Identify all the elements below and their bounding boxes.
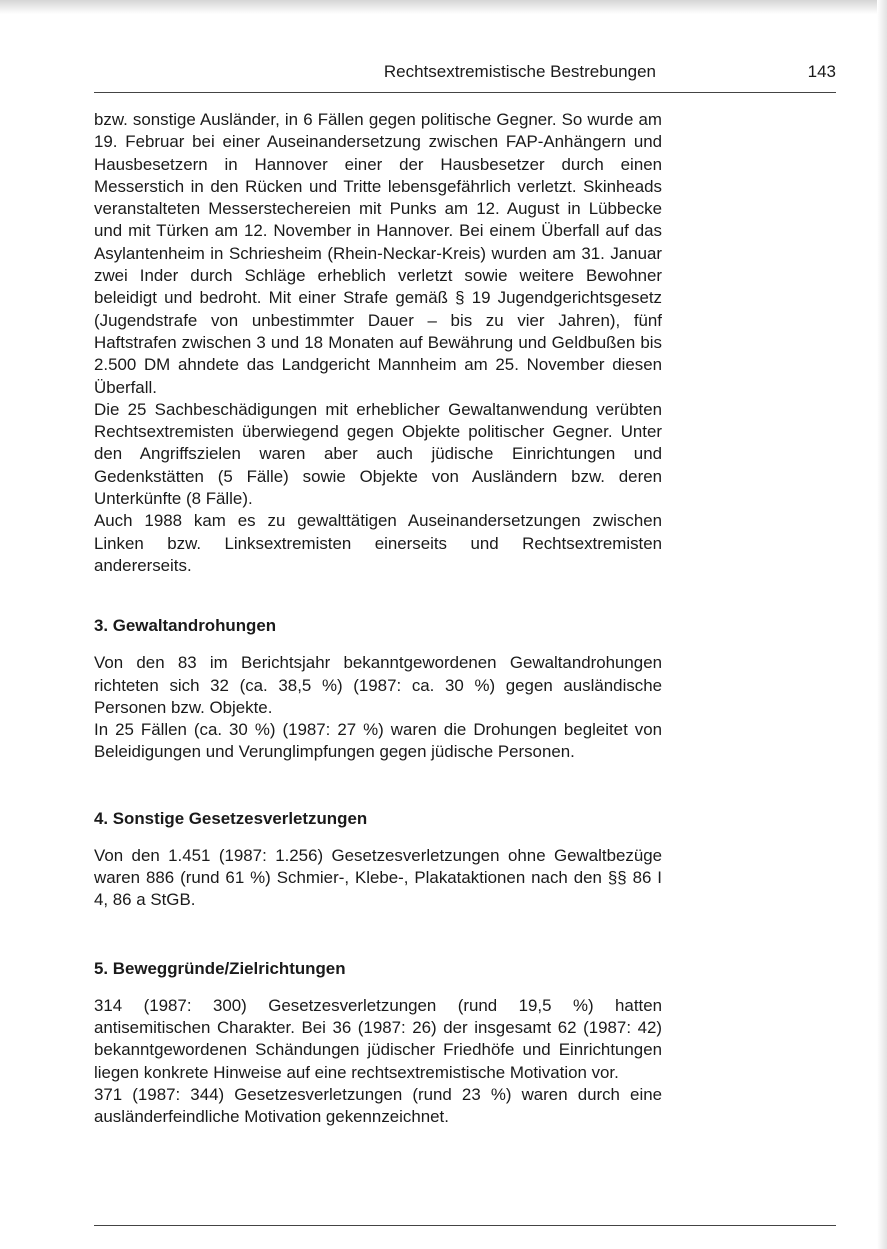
running-header xyxy=(94,58,836,93)
paragraph: 371 (1987: 344) Gesetzesverletzungen (rund 23 %) waren durch eine ausländerfeindliche Motivation gekennzeichnet. xyxy=(94,1084,662,1127)
body-text xyxy=(94,109,662,1128)
spacer xyxy=(94,577,662,615)
section-heading: 3. Gewaltandrohungen xyxy=(94,616,277,636)
bottom-rule xyxy=(94,1225,836,1226)
scan-shadow-right xyxy=(877,0,887,1249)
spacer xyxy=(94,912,662,958)
paragraph: Von den 1.451 (1987: 1.256) Gesetzesverletzungen ohne Gewaltbezüge waren 886 (rund 61 %) Schmier-, Klebe-, Plakataktionen nach den §§ 86 I 4, 86 a StGB. xyxy=(94,845,662,910)
paragraph: bzw. sonstige Ausländer, in 6 Fällen gegen politische Gegner. So wurde am 19. Februar bei einer Auseinandersetzung zwischen FAP-Anhängern und Hausbesetzern in Hannover einer der Hausbesetzer durch einen Messerstich in den Rücken und Tritte lebensgefährlich verletzt. Skinheads veranstalteten Messerstechereien mit Punks am 12. August in Lübbecke und mit Türken am 12. November in Hannover. Bei einem Überfall auf das Asylantenheim in Schriesheim (Rhein-Neckar-Kreis) wurden am 31. Januar zwei Inder durch Schläge erheblich verletzt sowie weitere Bewohner beleidigt und bedroht. Mit einer Strafe gemäß § 19 Jugendgerichtsgesetz (Jugendstrafe von unbestimmter Dauer – bis zu vier Jahren), fünf Haftstrafen zwischen 3 und 18 Monaten auf Bewährung und Geldbußen bis 2.500 DM ahndete das Landgericht Mannheim am 25. November diesen Überfall. xyxy=(94,110,662,397)
scan-shadow-top xyxy=(0,0,887,14)
spacer xyxy=(94,830,662,845)
page xyxy=(94,58,836,1128)
paragraph: Von den 83 im Berichtsjahr bekanntgewordenen Gewaltandrohungen richteten sich 32 (ca. 38,5 %) (1987: ca. 30 %) gegen ausländische Personen bzw. Objekte. xyxy=(94,653,662,717)
page-number: 143 xyxy=(807,62,836,81)
running-title: Rechtsextremistische Bestrebungen xyxy=(383,62,656,81)
paragraph: 314 (1987: 300) Gesetzesverletzungen (rund 19,5 %) hatten antisemitischen Charakter. Bei 36 (1987: 26) der insgesamt 62 (1987: 42) bekanntgewordenen Schändungen jüdischer Friedhöfe und Einrichtungen liegen konkrete Hinweise auf eine rechtsextremistische Motivation vor. xyxy=(94,995,662,1082)
section-heading: 4. Sonstige Gesetzesverletzungen xyxy=(94,808,368,828)
section-heading: 5. Beweggründe/Zielrichtungen xyxy=(94,958,346,978)
paragraph: Die 25 Sachbeschädigungen mit erheblicher Gewaltanwendung verübten Rechtsextremisten überwiegend gegen Objekte politischer Gegner. Unter den Angriffszielen waren aber auch jüdische Einrichtungen und Gedenkstätten (5 Fälle) sowie Objekte von Ausländern bzw. deren Unterkünfte (8 Fälle). xyxy=(94,399,662,509)
paragraph: Auch 1988 kam es zu gewalttätigen Auseinandersetzungen zwischen Linken bzw. Linksextremisten einerseits und Rechtsextremisten andererseits. xyxy=(94,511,662,575)
spacer xyxy=(94,980,662,995)
spacer xyxy=(94,637,662,652)
spacer xyxy=(94,764,662,808)
paragraph: In 25 Fällen (ca. 30 %) (1987: 27 %) waren die Drohungen begleitet von Beleidigungen und Verunglimpfungen gegen jüdische Personen. xyxy=(94,720,662,762)
